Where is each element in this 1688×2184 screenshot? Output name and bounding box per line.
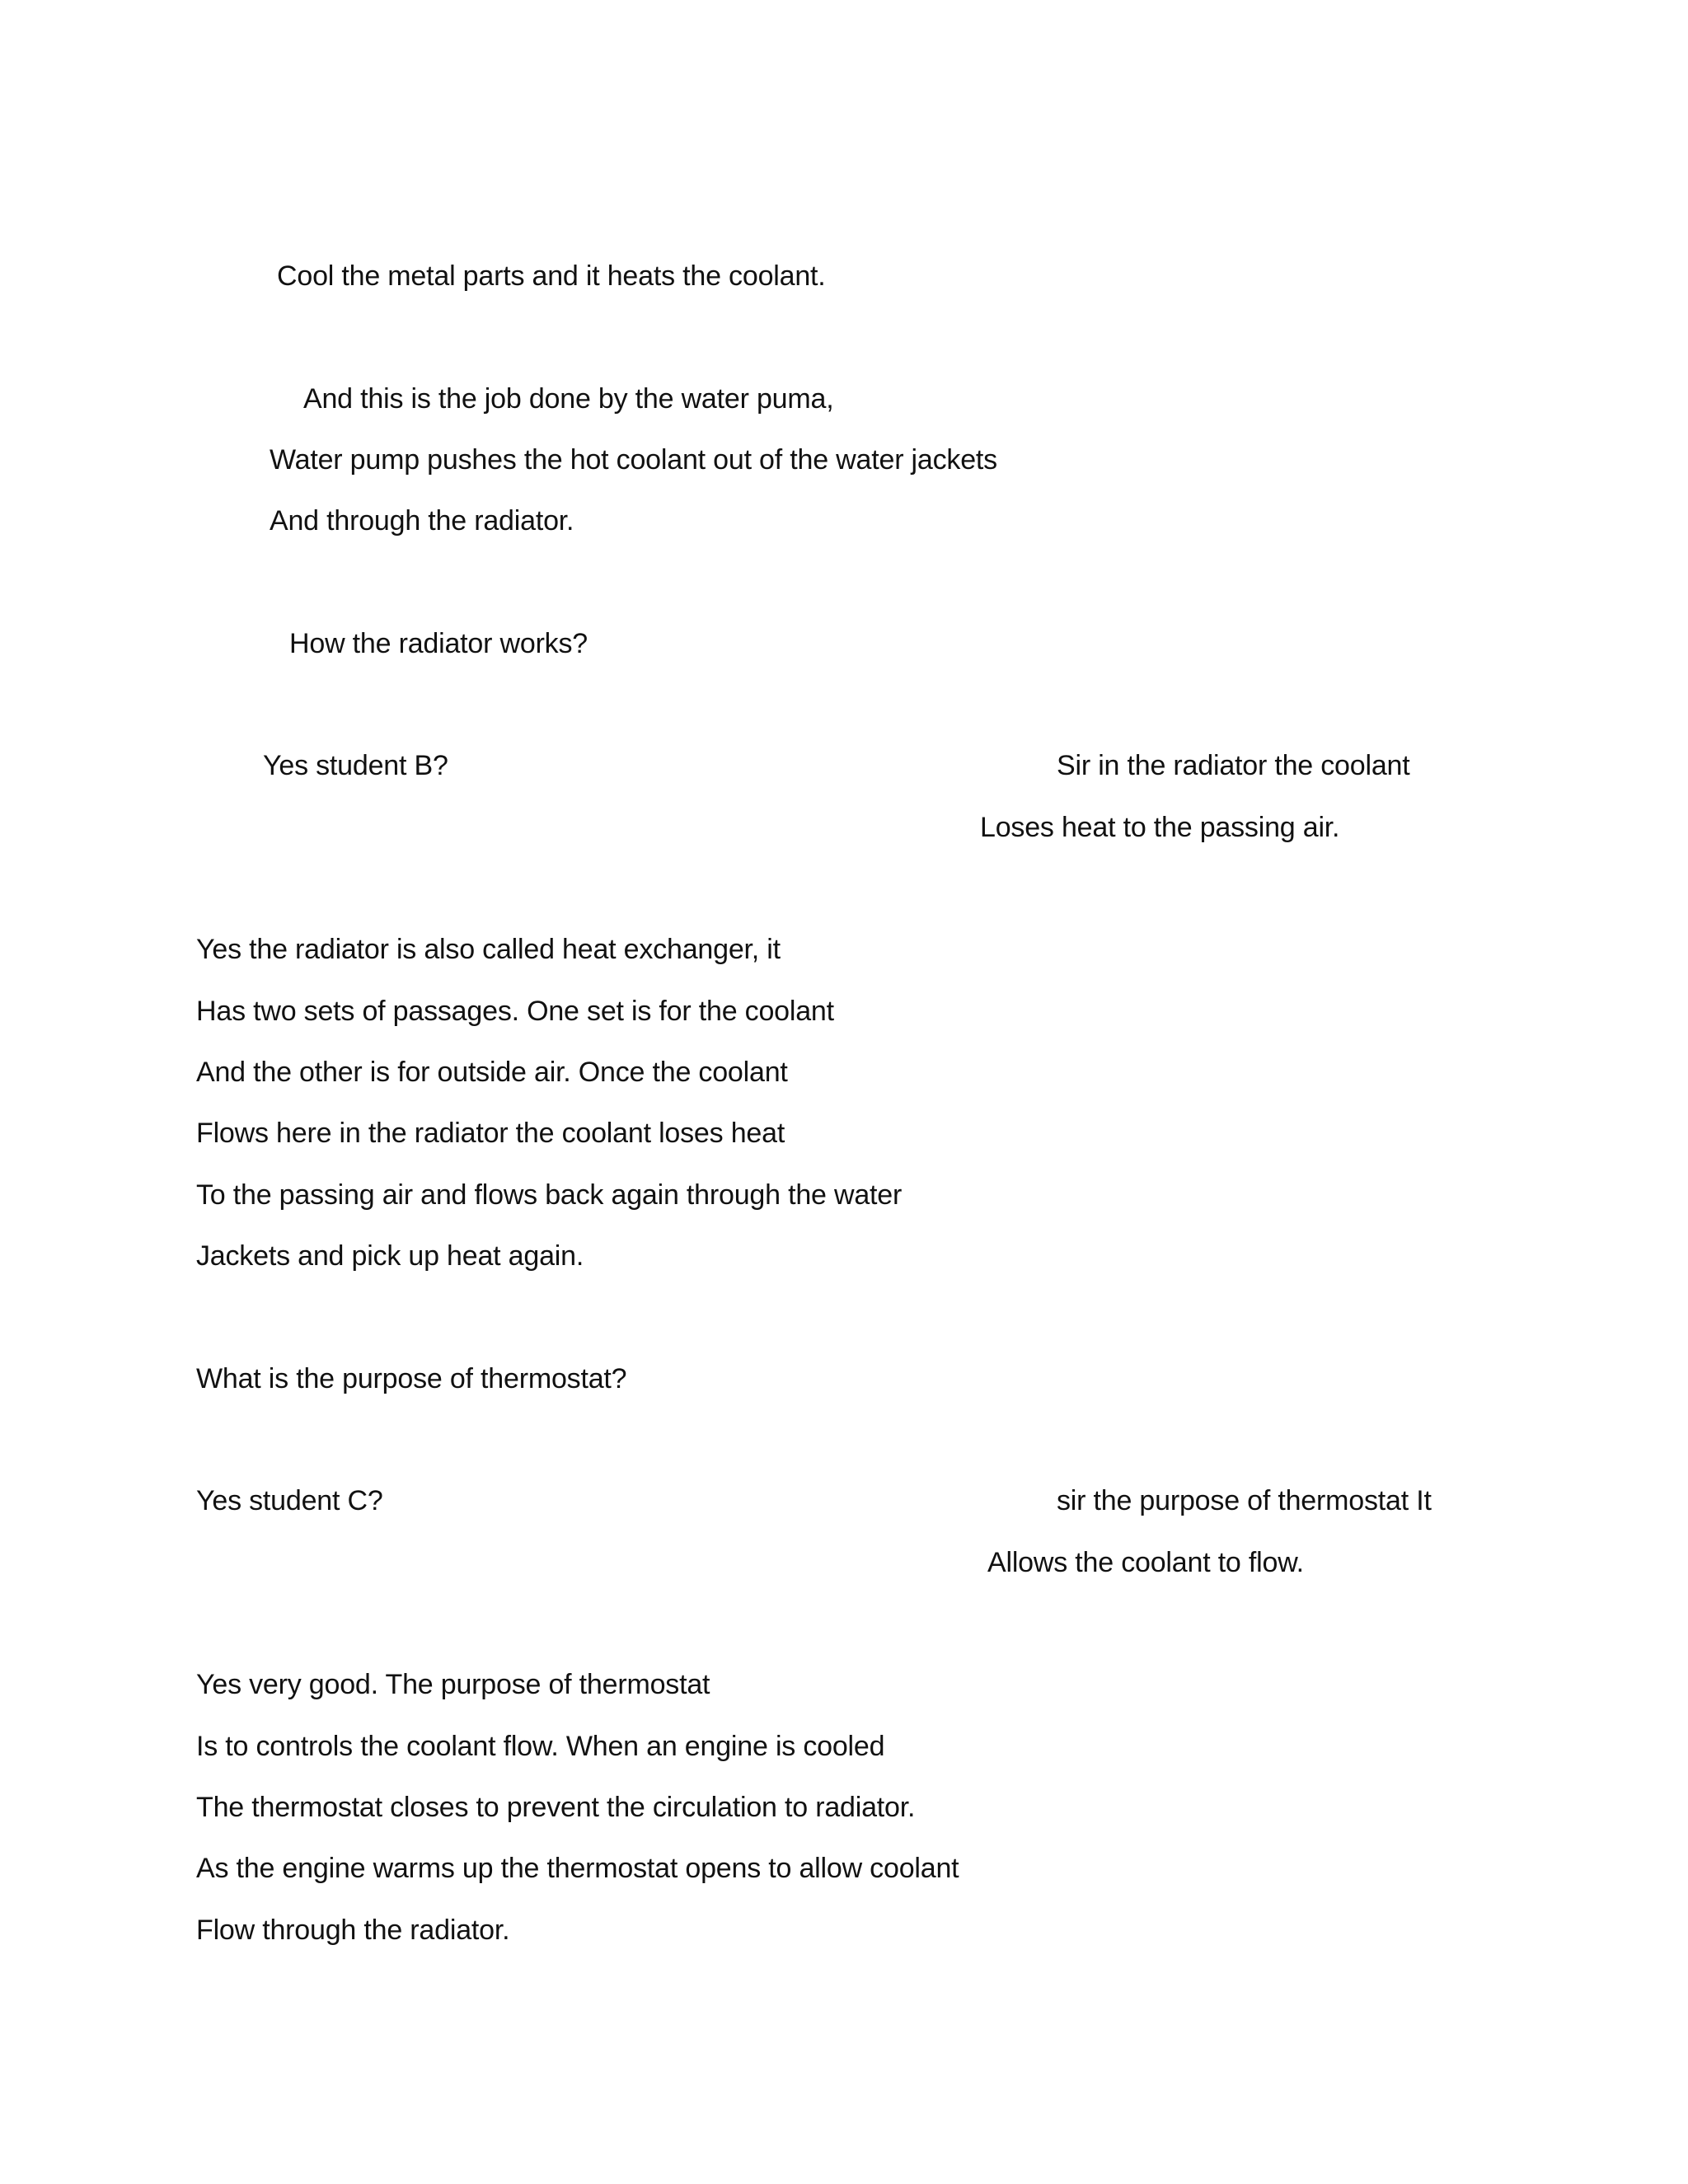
text-line: Flows here in the radiator the coolant loses heat — [196, 1118, 785, 1149]
text-line: Yes student C? — [196, 1485, 383, 1516]
text-line: Has two sets of passages. One set is for the coolant — [196, 996, 834, 1027]
text-line: Yes very good. The purpose of thermostat — [196, 1669, 710, 1700]
text-line: Flow through the radiator. — [196, 1915, 510, 1946]
text-line: To the passing air and flows back again through the water — [196, 1179, 903, 1211]
text-line: And through the radiator. — [270, 505, 574, 537]
text-line: Jackets and pick up heat again. — [196, 1240, 584, 1272]
text-line: How the radiator works? — [289, 628, 588, 659]
text-line: And the other is for outside air. Once the coolant — [196, 1057, 788, 1088]
text-line: What is the purpose of thermostat? — [196, 1363, 627, 1394]
text-line: Is to controls the coolant flow. When an engine is cooled — [196, 1731, 885, 1762]
text-line: And this is the job done by the water puma, — [303, 383, 834, 415]
text-line: Yes student B? — [263, 750, 448, 781]
text-line: Loses heat to the passing air. — [980, 812, 1340, 843]
text-line: sir the purpose of thermostat It — [1057, 1485, 1432, 1516]
text-line: As the engine warms up the thermostat opens to allow coolant — [196, 1853, 959, 1884]
text-line: Sir in the radiator the coolant — [1057, 750, 1410, 781]
text-line: The thermostat closes to prevent the circulation to radiator. — [196, 1792, 916, 1823]
text-line: Yes the radiator is also called heat exchanger, it — [196, 934, 781, 965]
text-line: Water pump pushes the hot coolant out of the water jackets — [270, 444, 997, 476]
text-line: Cool the metal parts and it heats the coolant. — [277, 260, 826, 292]
text-line: Allows the coolant to flow. — [987, 1547, 1304, 1578]
